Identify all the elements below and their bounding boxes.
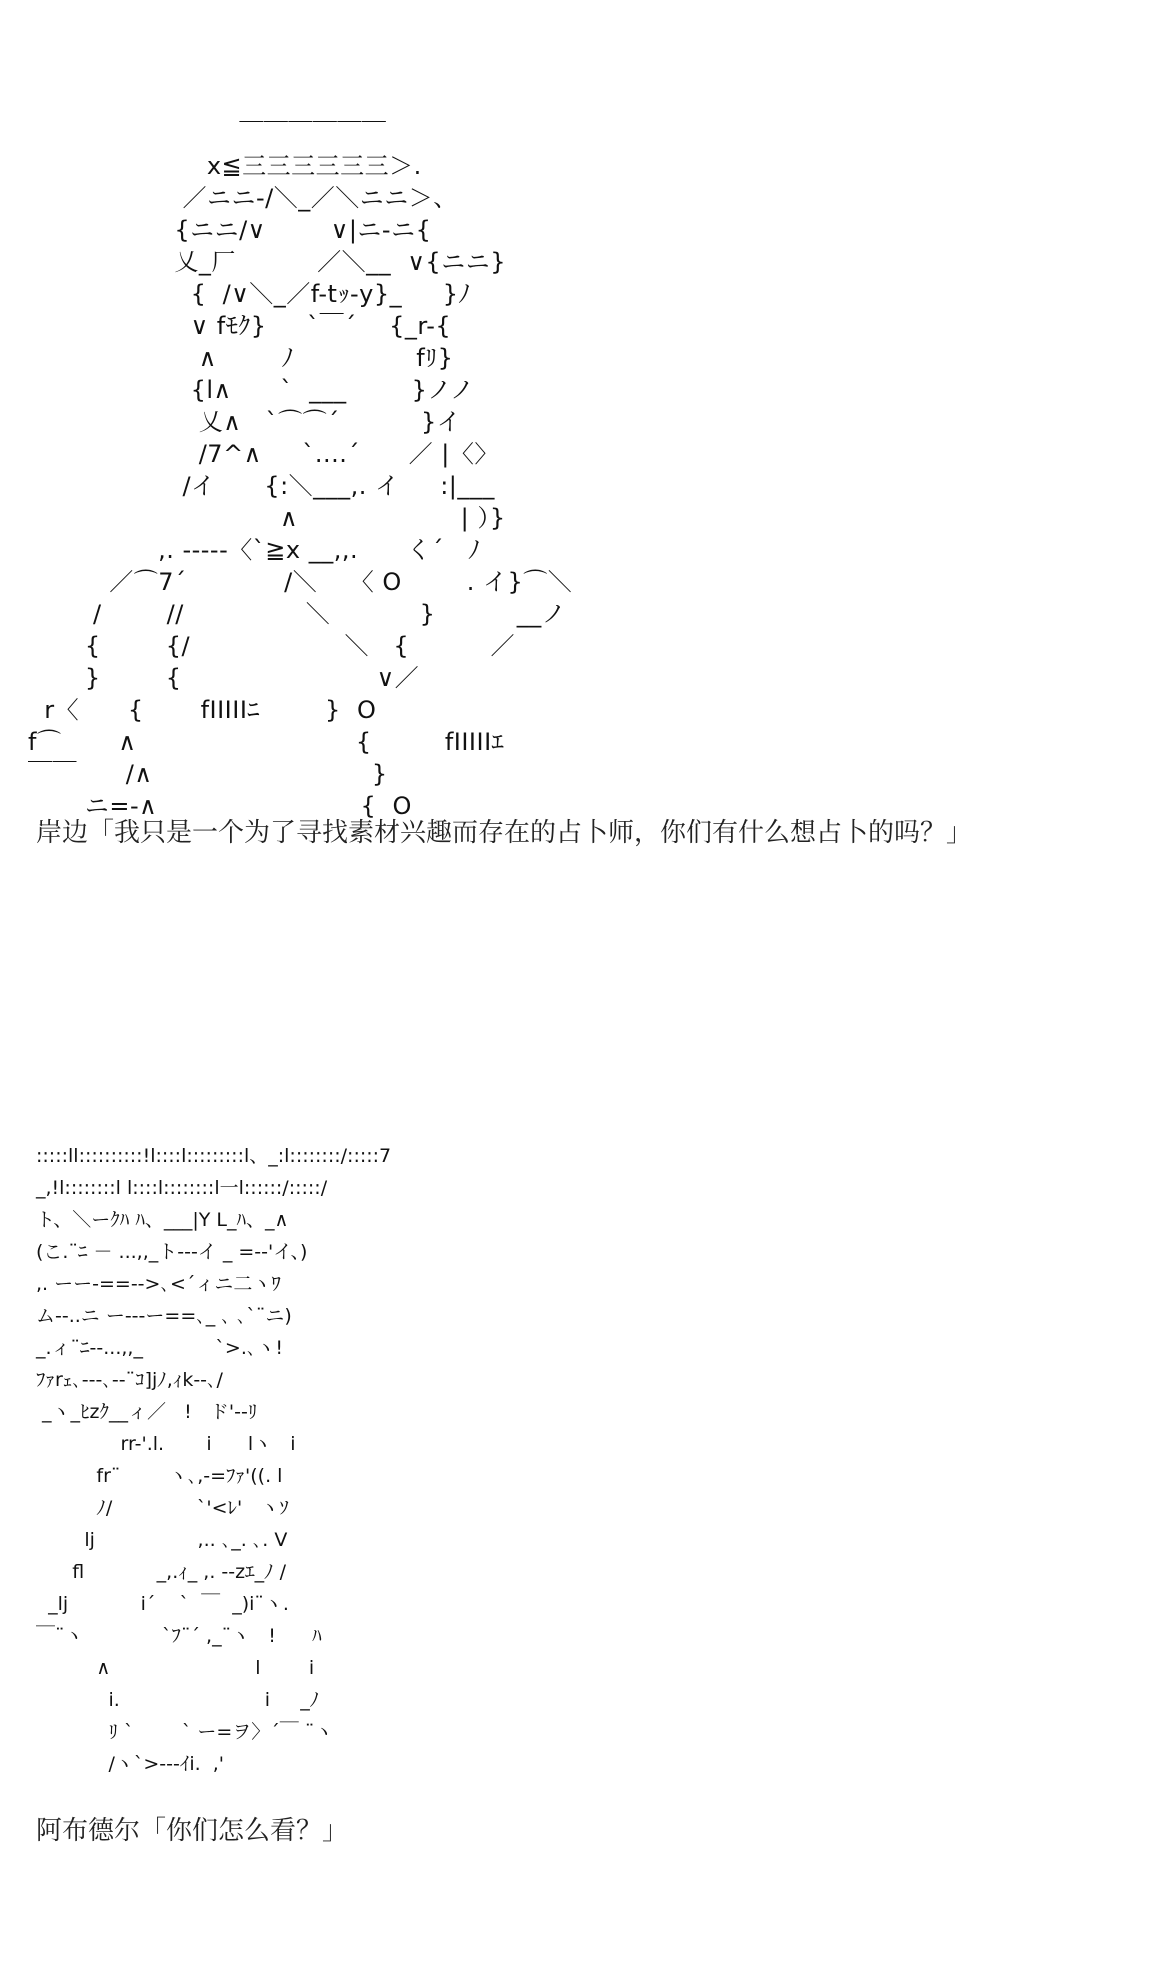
ascii-art-line: ∧ ﾉ fﾘ} xyxy=(28,344,454,372)
ascii-art-line: ﾘ ` ` ー=ヲ〉´￣ ¨ヽ xyxy=(36,1721,334,1743)
ascii-art-line: r〈 { fIIIIIﾆ } O xyxy=(28,696,377,724)
ascii-art-line: ,. -----〈`≧x __,,. く´ ﾉ xyxy=(28,536,481,564)
ascii-art-line: ￣￣￣￣￣￣ xyxy=(28,120,387,148)
ascii-art-line: lj ,.. ､_. ､. V xyxy=(36,1529,288,1551)
ascii-art-line: ,. ーー-==-->､<´ィニ二ヽﾜ xyxy=(36,1273,281,1295)
ascii-art-line: (こ.¨ﾆ － ...,,_ト---イ _ =--'イ、) xyxy=(36,1241,308,1263)
ascii-art-line: ∧ | ）} xyxy=(28,504,506,532)
ascii-art-line: 乂_厂 ／＼__ ∨{ニニ} xyxy=(28,248,506,276)
ascii-art-line: _.ィ¨ﾆ--...,,_ `>.､ヽ! xyxy=(36,1337,284,1359)
ascii-art-line: ﾉ/ `'<ﾚ' ヽｿ xyxy=(36,1497,289,1519)
ascii-art-line: ト、＼ーｸﾊ ﾊ、___|Y L_ﾊ、_∧ xyxy=(36,1209,289,1231)
ascii-art-line: ∨ fﾓｸ} `￣´ {_r-{ xyxy=(28,312,452,340)
ascii-art-line: fr¨ ヽ､,-=ﾌｧ'((. l xyxy=(36,1465,283,1487)
ascii-art-line: /7^∧ `....´ ／ |〈〉 xyxy=(28,440,499,468)
ascii-art-avdol xyxy=(36,1140,391,1780)
ascii-art-line: { {/ ＼ { ／ xyxy=(28,632,515,660)
ascii-art-line: {ニニ/∨ ∨|ニ-ニ{ xyxy=(28,216,432,244)
ascii-art-line: ﾌｧrｪ､---､--¨ｺ]jﾉ,ｨk--､/ xyxy=(36,1369,223,1391)
ascii-art-line: ／ニニ-/＼_／＼ニニ＞、 xyxy=(28,184,458,212)
ascii-art-line: 乂∧ `⌒⌒´ }イ xyxy=(28,408,462,436)
ascii-art-line: f⌒ ∧ { fIIIIIｴ xyxy=(28,728,505,756)
ascii-art-kishibe xyxy=(28,118,572,822)
ascii-art-line: ム--..ニ ー---ー==､_ ､ ､`¨ニ) xyxy=(36,1305,292,1327)
ascii-art-line: ∧ l i xyxy=(36,1657,315,1679)
ascii-art-line: { /∨＼_／f-tｯ-y}_ }ﾉ xyxy=(28,280,472,308)
ascii-art-line: :::::ll::::::::::!l::::l:::::::::l、_:l::::::::/:::::7 xyxy=(36,1145,392,1167)
ascii-art-line: /ヽ`>---ｲi. ,' xyxy=(36,1753,225,1775)
ascii-art-line: rr-'.l. i lヽ i xyxy=(36,1433,296,1455)
dialogue-kishibe: 岸边「我只是一个为了寻找素材兴趣而存在的占卜师，你们有什么想占卜的吗？」 xyxy=(36,818,973,848)
ascii-art-line: _ヽ_ﾋzｸ__ィ／ ! ド'--ﾘ xyxy=(36,1401,258,1423)
ascii-art-line: ￣¨ヽ `ﾌ¨´ ,_¨ヽ ! ﾊ xyxy=(36,1625,322,1647)
ascii-art-line: / // ＼ } __ノ xyxy=(28,600,567,628)
ascii-art-line: _,!l::::::::l l::::l::::::::l一l::::::/:::::/ xyxy=(36,1177,328,1199)
ascii-art-line: _lj i´ ` ￣ _)i¨ヽ. xyxy=(36,1593,289,1615)
ascii-art-line: i. i _ﾉ xyxy=(36,1689,320,1711)
ascii-art-line: {l∧ ` ___ }ノノ xyxy=(28,376,475,404)
ascii-art-line: /イ {:＼___,. イ :|___ xyxy=(28,472,495,500)
ascii-art-line: ニ=-∧ { O xyxy=(28,792,412,820)
dialogue-avdol: 阿布德尔「你们怎么看？」 xyxy=(36,1816,349,1846)
ascii-art-line: fl _,.ｨ_ ,. --zｴ_ﾉ / xyxy=(36,1561,287,1583)
ascii-art-line: x≦三三三三三三＞. xyxy=(28,152,422,180)
ascii-art-line: ￣￣ /∧ } xyxy=(28,760,388,788)
ascii-art-line: } { ∨／ xyxy=(28,664,420,692)
ascii-art-line: ／⌒7´ /＼ 〈 O . イ}⌒＼ xyxy=(28,568,573,596)
